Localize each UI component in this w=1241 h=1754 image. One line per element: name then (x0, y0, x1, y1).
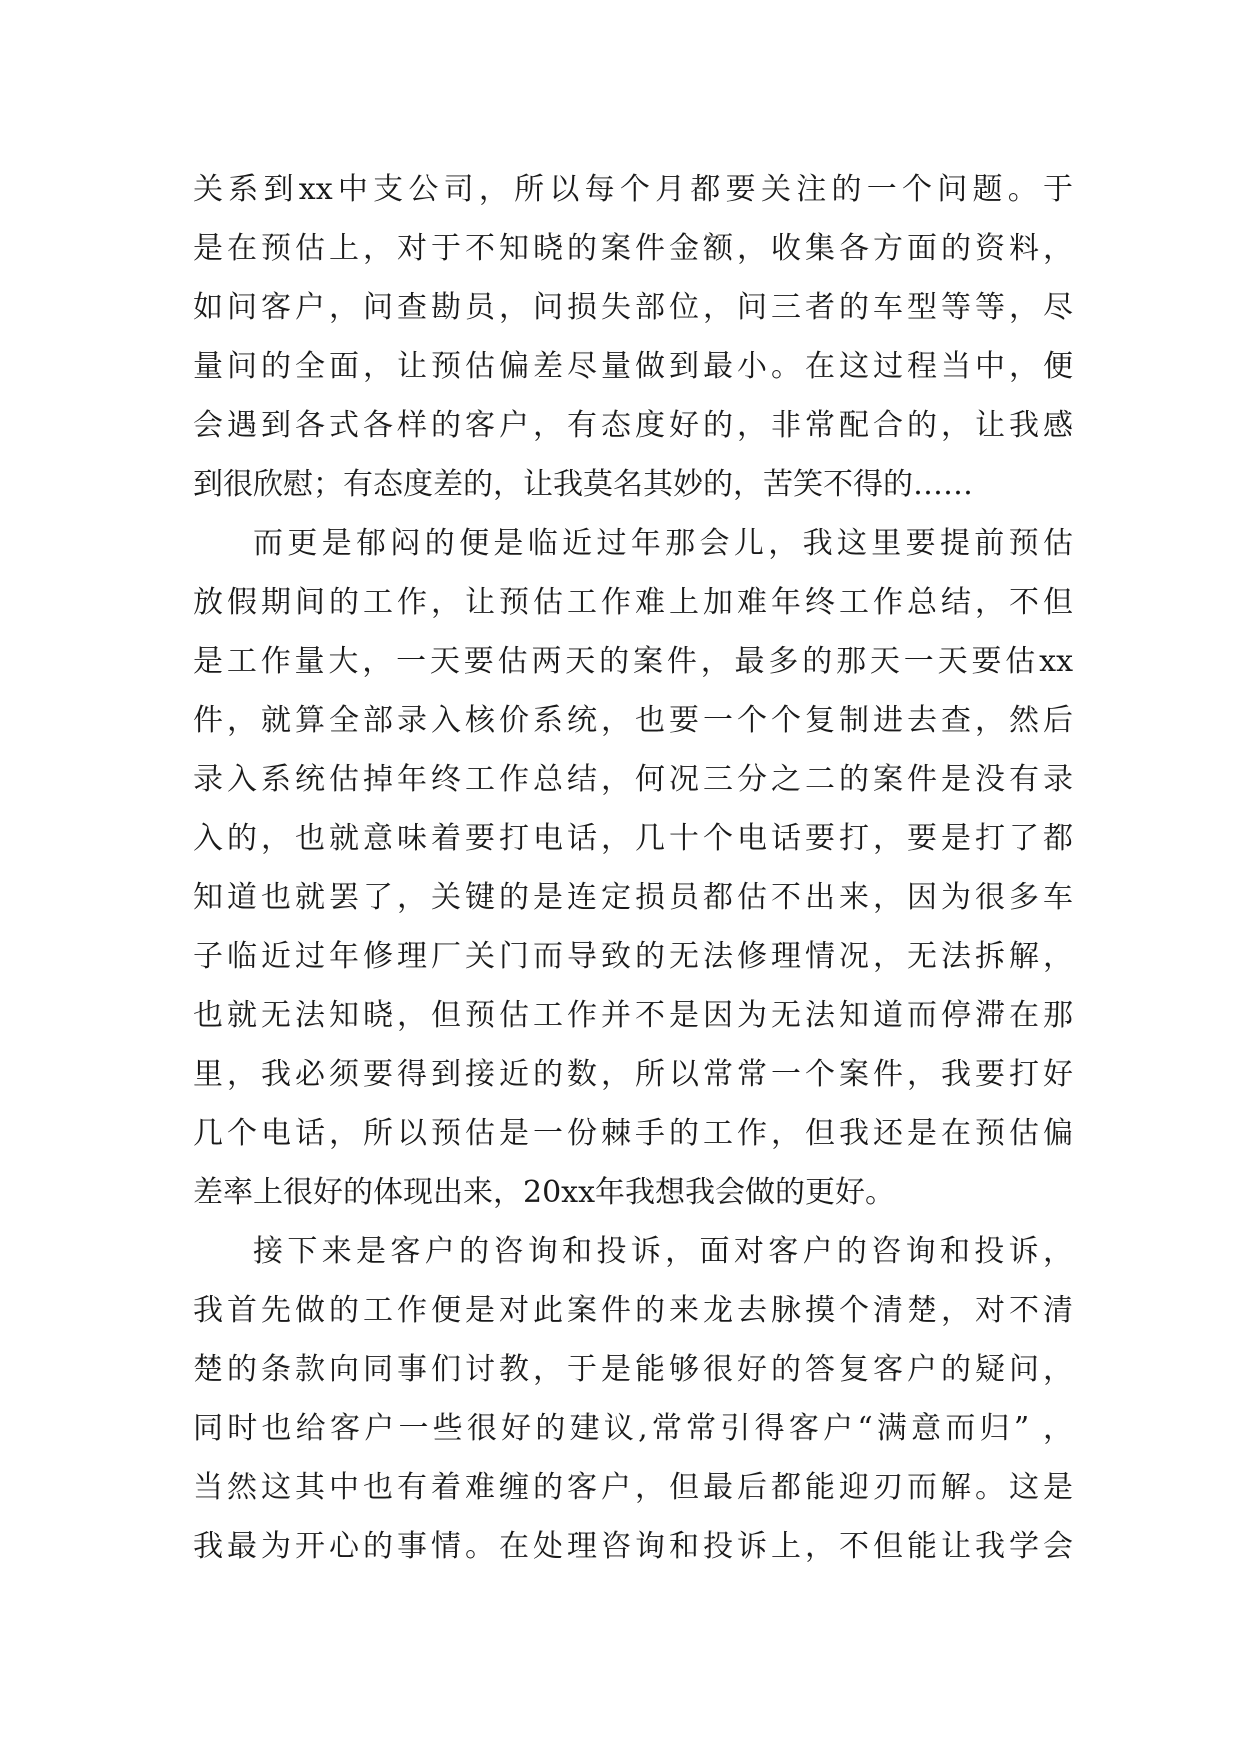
text-line: 录入系统估掉年终工作总结，何况三分之二的案件是没有录 (193, 762, 1073, 797)
text-line: 楚的条款向同事们讨教，于是能够很好的答复客户的疑问， (193, 1352, 1073, 1387)
body-text (193, 160, 1073, 1576)
text-line: 我最为开心的事情。在处理咨询和投诉上，不但能让我学会 (193, 1529, 1073, 1564)
text-line: 量问的全面，让预估偏差尽量做到最小。在这过程当中，便 (193, 349, 1073, 384)
text-line: 当然这其中也有着难缠的客户，但最后都能迎刃而解。这是 (193, 1470, 1073, 1505)
text-line: 子临近过年修理厂关门而导致的无法修理情况，无法拆解， (193, 939, 1073, 974)
text-line: 我首先做的工作便是对此案件的来龙去脉摸个清楚，对不清 (193, 1293, 1073, 1328)
text-line: 是在预估上，对于不知晓的案件金额，收集各方面的资料， (193, 231, 1073, 266)
paragraph-start-line: 而更是郁闷的便是临近过年那会儿，我这里要提前预估 (253, 526, 1073, 561)
text-line: 关系到xx中支公司，所以每个月都要关注的一个问题。于 (193, 172, 1073, 207)
text-line: 几个电话，所以预估是一份棘手的工作，但我还是在预估偏 (193, 1116, 1073, 1151)
text-line: 知道也就罢了，关键的是连定损员都估不出来，因为很多车 (193, 880, 1073, 915)
text-line: 里，我必须要得到接近的数，所以常常一个案件，我要打好 (193, 1057, 1073, 1092)
text-line: 也就无法知晓，但预估工作并不是因为无法知道而停滞在那 (193, 998, 1073, 1033)
text-line: 是工作量大，一天要估两天的案件，最多的那天一天要估xx (193, 644, 1073, 679)
text-line: 同时也给客户一些很好的建议,常常引得客户“满意而归” ， (193, 1411, 1073, 1446)
text-line: 会遇到各式各样的客户，有态度好的，非常配合的，让我感 (193, 408, 1073, 443)
text-line: 放假期间的工作，让预估工作难上加难年终工作总结，不但 (193, 585, 1073, 620)
text-line: 入的，也就意味着要打电话，几十个电话要打，要是打了都 (193, 821, 1073, 856)
text-line: 差率上很好的体现出来，20xx年我想我会做的更好。 (193, 1175, 896, 1210)
text-line: 到很欣慰；有态度差的，让我莫名其妙的，苦笑不得的…… (193, 467, 973, 502)
text-line: 件，就算全部录入核价系统，也要一个个复制进去查，然后 (193, 703, 1073, 738)
paragraph-start-line: 接下来是客户的咨询和投诉，面对客户的咨询和投诉， (253, 1234, 1073, 1269)
text-line: 如问客户，问查勘员，问损失部位，问三者的车型等等，尽 (193, 290, 1073, 325)
